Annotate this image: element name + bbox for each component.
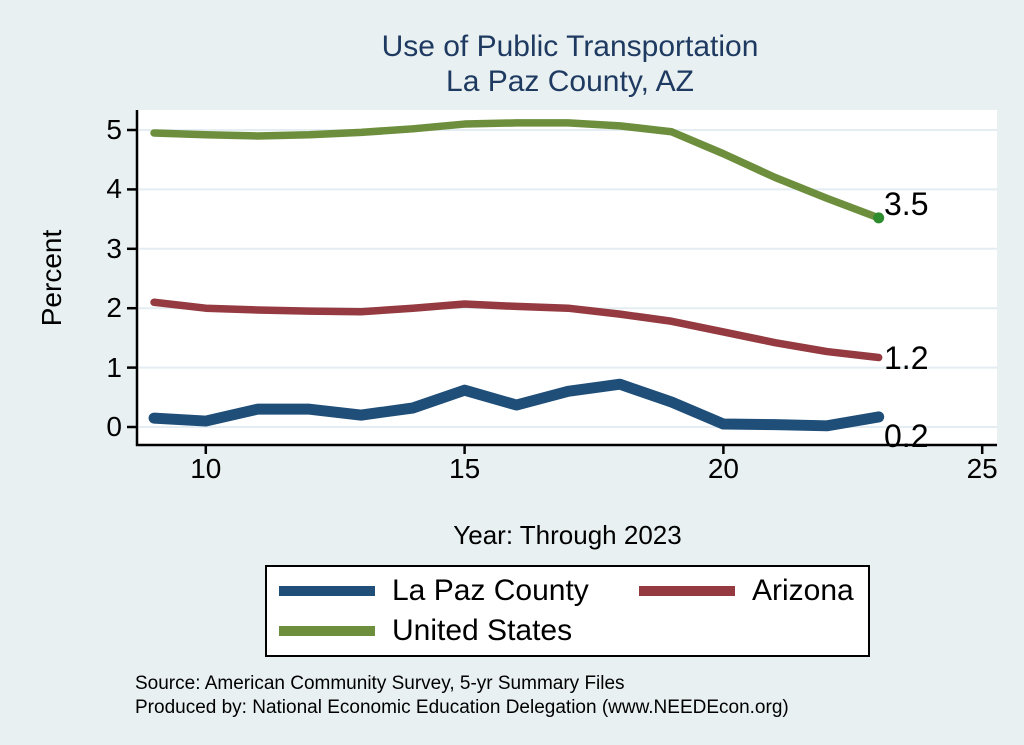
end-marker-united-states: [873, 212, 884, 223]
produced-by-note: Produced by: National Economic Education Delegation (www.NEEDEcon.org): [135, 697, 789, 718]
x-axis-title: Year: Through 2023: [453, 520, 682, 550]
x-tick-label-25: 25: [966, 453, 998, 484]
legend-label-arizona: Arizona: [752, 574, 854, 607]
y-axis-title: Percent: [36, 229, 67, 327]
legend-label-united-states: United States: [392, 614, 573, 647]
footer-notes: [135, 672, 789, 720]
y-tick-label-0: 0: [106, 411, 122, 442]
x-tick-label-10: 10: [190, 453, 222, 484]
chart-title: [116, 29, 1024, 99]
legend-swatch-united-states: [279, 626, 375, 636]
legend-swatch-la-paz-county: [279, 586, 375, 596]
x-tick-label-20: 20: [707, 453, 739, 484]
chart-title-line2: La Paz County, AZ: [446, 65, 694, 98]
x-tick-label-15: 15: [449, 453, 481, 484]
y-tick-label-3: 3: [106, 232, 122, 264]
legend-label-la-paz-county: La Paz County: [392, 574, 589, 607]
y-tick-label-2: 2: [106, 292, 122, 324]
source-note: Source: American Community Survey, 5-yr Summary Files: [135, 673, 625, 694]
legend: [265, 565, 870, 657]
y-tick-label-1: 1: [106, 351, 122, 383]
y-tick-label-4: 4: [106, 173, 122, 205]
end-label-arizona: 1.2: [884, 339, 929, 376]
legend-swatch-arizona: [639, 586, 735, 596]
end-label-la-paz-county: 0.2: [884, 417, 929, 454]
chart-title-line1: Use of Public Transportation: [381, 30, 759, 63]
end-label-united-states: 3.5: [884, 185, 929, 222]
y-tick-label-5: 5: [106, 114, 122, 145]
